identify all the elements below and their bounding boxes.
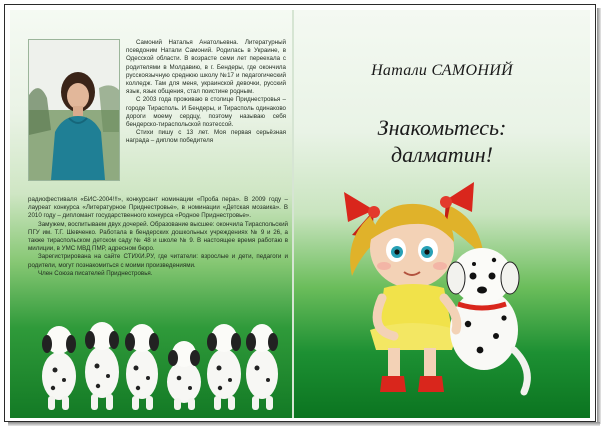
bio-paragraph: радиофестиваля «БИС-2004!!!», конкурсант номинации «Проба пера». В 2009 году – лауреат конкурса «Литературное Приднестровье», в номинации «Детская мозаика». В 2010 году – дипломант государственного конкурса «Родное Приднестровье». [28, 196, 288, 220]
bio-paragraph: Зарегистрирована на сайте СТИХИ.РУ, где читатели: взрослые и дети, педагоги и родители, могут познакомиться с моими произведениями. [28, 253, 288, 269]
author-photo [28, 39, 120, 181]
puppy-4 [167, 341, 201, 410]
puppy-2 [85, 322, 119, 410]
book-title [294, 114, 590, 168]
puppy-5 [207, 324, 241, 410]
author-bio-top [126, 39, 286, 146]
bio-paragraph: Самоний Наталья Анатольевна. Литературный псевдоним Натали Самоний. Родилась в Украине, в Одесской области. В возрасте семи лет переехала с родителями в Молдавию, в г. Бендеры, где окончила русскоязычную среднюю школу №17 и педагогический колледж. Там для меня, украинской девочки, русский язык, язык общения, стал поистине родным. [126, 39, 286, 96]
bio-paragraph: Член Союза писателей Приднестровья. [38, 269, 153, 277]
frame-shadow-right [597, 8, 601, 424]
author-photo-image [29, 40, 119, 180]
frame-shadow-bottom [8, 422, 600, 426]
author-name: Натали САМОНИЙ [371, 62, 513, 79]
right-boot [418, 376, 444, 392]
front-cover [294, 10, 590, 418]
bio-paragraph: С 2003 года проживаю в столице Приднестровья – городе Тирасполь. И Бендеры, и Тирасполь одинаково дороги моему сердцу, поэтому называю себя бендерско-тираспольской поэтессой. [126, 96, 286, 129]
left-boot [380, 376, 406, 392]
girl-and-dalmatian-illustration [334, 180, 554, 410]
puppy-1 [42, 326, 76, 410]
back-cover [10, 10, 293, 418]
puppy-6 [246, 324, 278, 410]
title-line-1: Знакомьтесь: [377, 115, 507, 140]
bio-paragraph: Замужем, воспитываем двух дочерей. Образование высшее: окончила Тираспольский ПГУ им. Т.Г. Шевченко. Работала в бендерских дошкольных учреждениях № 9 и 26, а также тираспольском детском саду № 48 и школе № 9. В настоящее время работаю в милиции, в УМС МВД ПМР, адресном бюро. [28, 220, 288, 253]
puppy-3 [125, 324, 159, 410]
title-line-2: далматин! [391, 142, 493, 167]
dalmatian-puppies-illustration [24, 318, 284, 413]
author-bio-bottom [28, 196, 288, 278]
bio-paragraph: Стихи пишу с 13 лет. Моя первая серьёзная награда – диплом победителя [126, 129, 286, 145]
